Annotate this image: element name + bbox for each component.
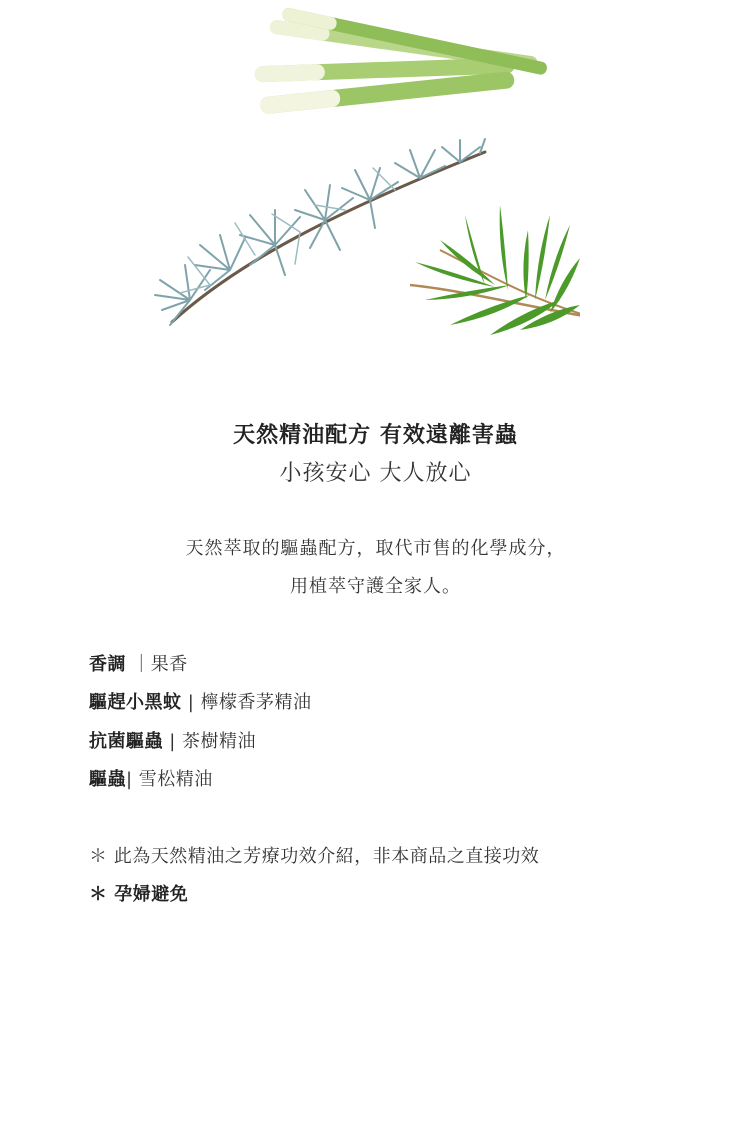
- spec-insect-repel: [89, 765, 213, 791]
- intro-line-2: 用植萃守護全家人。: [290, 576, 461, 597]
- spec-value: 茶樹精油: [182, 731, 257, 752]
- tea-tree-image: [410, 205, 580, 335]
- spec-antibacterial: [89, 727, 256, 753]
- intro-line-1: 天然萃取的驅蟲配方，取代市售的化學成分，: [185, 538, 566, 559]
- plant-illustration: [80, 0, 580, 360]
- spec-repel-midges: [89, 688, 312, 714]
- lemongrass-image: [255, 7, 548, 115]
- headline-subtitle: 小孩安心 大人放心: [279, 461, 472, 486]
- spec-value: 雪松精油: [138, 769, 213, 790]
- spec-separator: ｜: [126, 654, 151, 675]
- disclaimer-note: ＊ 此為天然精油之芳療功效介紹，非本商品之直接功效: [89, 846, 540, 867]
- spec-value: 檸檬香茅精油: [200, 692, 312, 713]
- spec-separator: |: [126, 769, 139, 790]
- spec-fragrance: [89, 650, 188, 676]
- cedar-branch-image: [155, 139, 485, 325]
- headline-title: 天然精油配方 有效遠離害蟲: [233, 423, 518, 448]
- spec-label: 驅蟲: [89, 769, 126, 790]
- spec-label: 抗菌驅蟲: [89, 731, 163, 752]
- spec-label: 香調: [89, 654, 126, 675]
- spec-separator: |: [181, 692, 201, 713]
- spec-separator: |: [163, 731, 183, 752]
- spec-label: 驅趕小黑蚊: [89, 692, 182, 713]
- spec-value: 果香: [150, 654, 188, 675]
- pregnancy-warning: ＊ 孕婦避免: [89, 884, 189, 905]
